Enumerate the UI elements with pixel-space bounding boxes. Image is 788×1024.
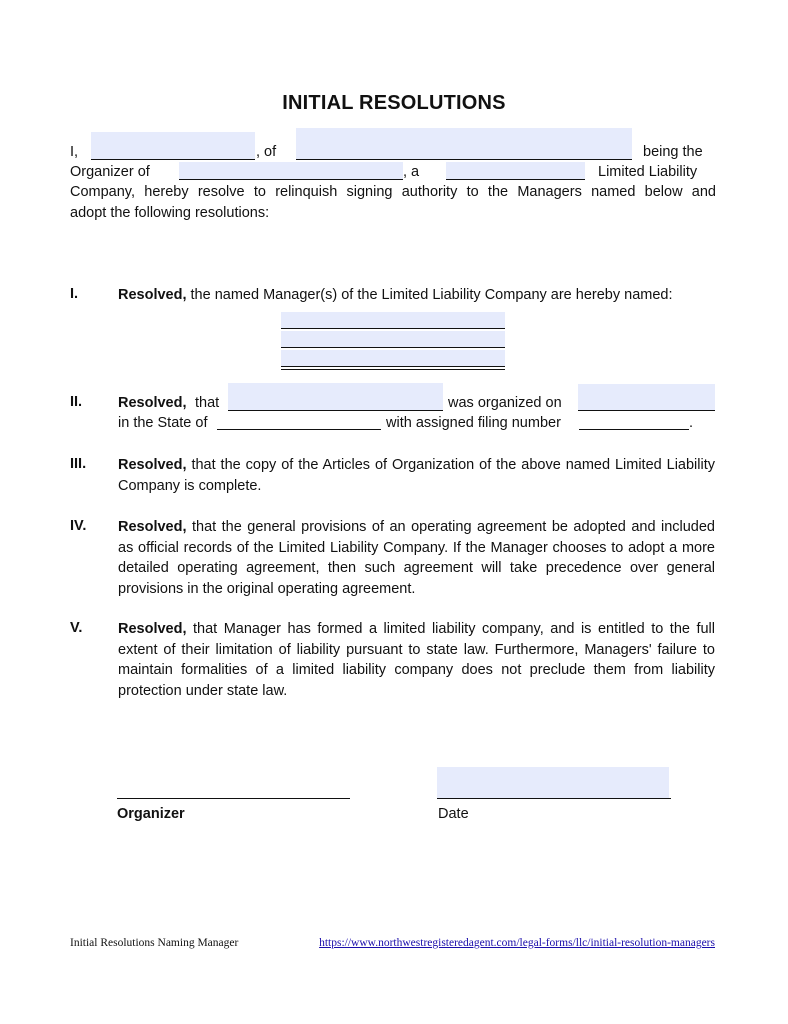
intro-word-a: , a xyxy=(403,164,420,180)
resolution-1-text xyxy=(118,285,718,306)
resolution-5-numeral: V. xyxy=(70,620,83,636)
organized-date-field[interactable] xyxy=(578,384,715,411)
resolution-3-text xyxy=(118,455,715,496)
filing-number-line[interactable] xyxy=(579,429,689,430)
intro-word-limited-liability: Limited Liability xyxy=(598,164,698,180)
resolution-4-lead: Resolved, xyxy=(118,519,187,535)
footer-title: Initial Resolutions Naming Manager xyxy=(70,937,239,949)
state-of-line[interactable] xyxy=(217,429,381,430)
resolution-3-lead: Resolved, xyxy=(118,457,187,473)
intro-word-of: , of xyxy=(256,144,277,160)
intro-line-3: Company, hereby resolve to relinquish signing authority to the Managers named below and xyxy=(70,184,716,200)
organizer-label: Organizer xyxy=(117,806,185,822)
resolution-1-lead: Resolved, xyxy=(118,287,187,303)
address-field[interactable] xyxy=(296,128,632,160)
resolution-2-word-organized-on: was organized on xyxy=(448,395,562,411)
manager-name-field-3[interactable] xyxy=(281,350,505,367)
resolution-5-body: that Manager has formed a limited liability company, and is entitled to the full extent of their limitation of liability pursuant to state law. Furthermore, Managers' failure to maintain formalities of a limited liability company does not preclude them from liability protection under state law. xyxy=(118,621,716,699)
resolution-2-word-filing: with assigned filing number xyxy=(386,415,561,431)
name-field[interactable] xyxy=(91,132,255,160)
document-title: INITIAL RESOLUTIONS xyxy=(282,92,506,114)
resolution-3-numeral: III. xyxy=(70,456,87,472)
state-field[interactable] xyxy=(446,162,585,180)
resolution-4-numeral: IV. xyxy=(70,518,87,534)
intro-word-organizer-of: Organizer of xyxy=(70,164,150,180)
resolution-2-word-that: that xyxy=(195,395,220,411)
intro-line-4: adopt the following resolutions: xyxy=(70,205,270,221)
intro-word-i: I, xyxy=(70,144,79,160)
resolution-5-text xyxy=(118,619,715,701)
date-label: Date xyxy=(438,806,469,822)
date-signature-line xyxy=(437,798,671,799)
resolution-2-word-in-state: in the State of xyxy=(118,415,208,431)
manager-name-field-1[interactable] xyxy=(281,312,505,329)
resolution-3-body: that the copy of the Articles of Organization of the above named Limited Liability Company is complete. xyxy=(118,457,716,494)
resolution-4-body: that the general provisions of an operating agreement be adopted and included as official records of the Limited Liability Company. If the Manager chooses to adopt a more detailed operating agreement, then such agreement will take precedence over general provisions in the original operating agreement. xyxy=(118,519,716,597)
resolution-4-text xyxy=(118,517,715,599)
resolution-1-body: the named Manager(s) of the Limited Liability Company are hereby named: xyxy=(190,287,673,303)
manager-name-field-2[interactable] xyxy=(281,331,505,348)
resolution-2-lead: Resolved, xyxy=(118,395,187,411)
llc-name-field[interactable] xyxy=(228,383,443,411)
manager-name-line-4[interactable] xyxy=(281,369,505,370)
resolution-2-period: . xyxy=(689,415,694,431)
organizer-signature-line[interactable] xyxy=(117,798,350,799)
footer-url-link[interactable]: https://www.northwestregisteredagent.com/legal-forms/llc/initial-resolution-managers xyxy=(319,937,715,949)
resolution-5-lead: Resolved, xyxy=(118,621,187,637)
intro-word-being-the: being the xyxy=(643,144,703,160)
resolution-2-numeral: II. xyxy=(70,394,83,410)
date-field[interactable] xyxy=(437,767,669,799)
company-name-field[interactable] xyxy=(179,162,403,180)
resolution-1-numeral: I. xyxy=(70,286,79,302)
